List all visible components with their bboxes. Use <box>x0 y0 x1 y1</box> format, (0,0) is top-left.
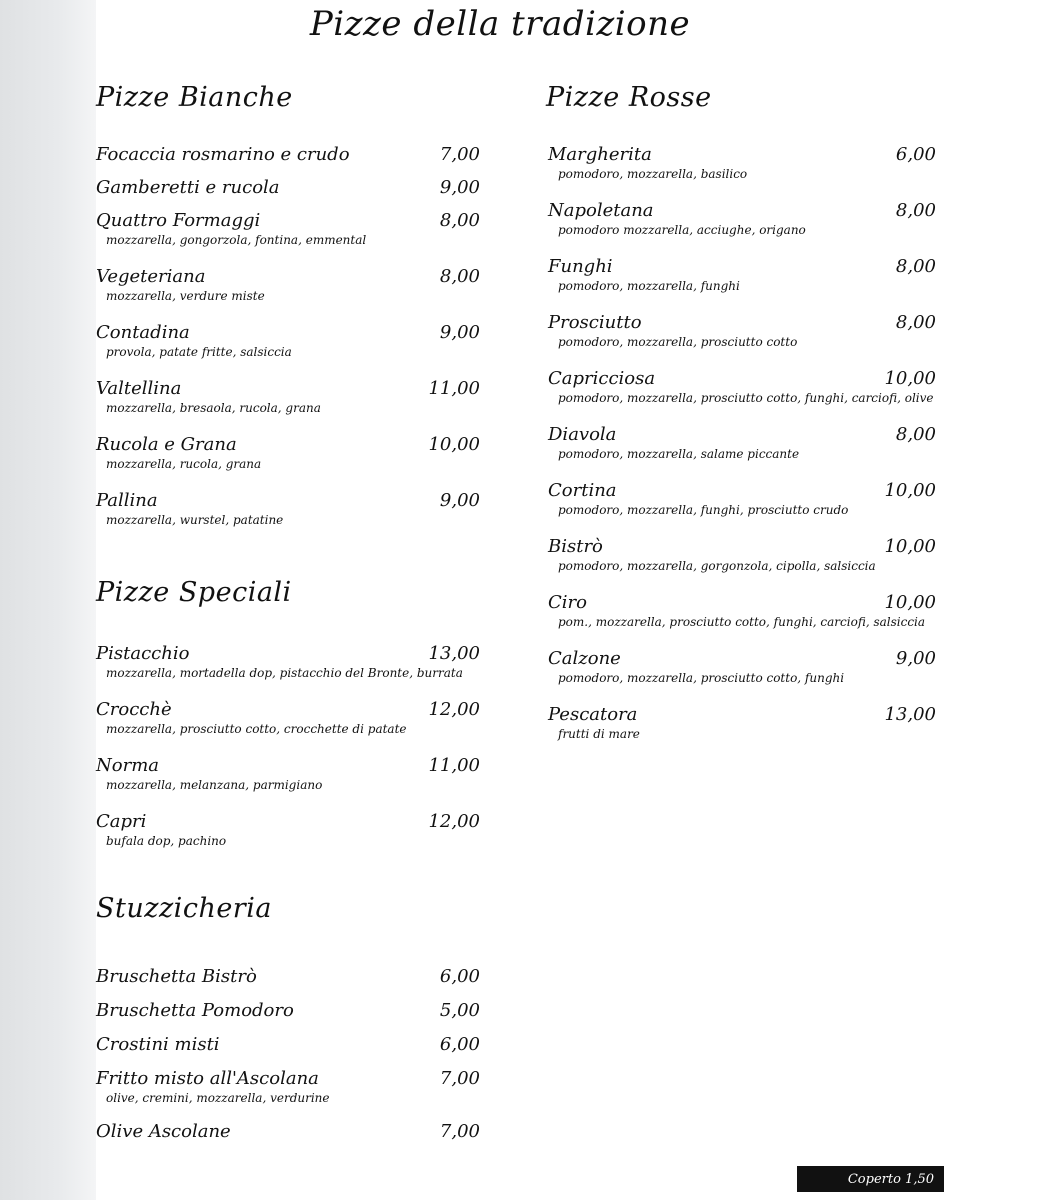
menu-item-description: mozzarella, rucola, grana <box>106 457 262 471</box>
menu-list-rosse <box>548 144 936 760</box>
menu-item <box>96 1121 480 1155</box>
section-heading-rosse: Pizze Rosse <box>546 82 712 113</box>
menu-item-description: mozzarella, gongorzola, fontina, emmental <box>106 233 367 247</box>
menu-item <box>96 322 480 378</box>
menu-item <box>96 643 480 699</box>
menu-list-bianche <box>96 144 480 546</box>
menu-item-name: Funghi <box>548 256 613 277</box>
page-title: Pizze della tradizione <box>309 4 691 44</box>
menu-item-name: Ciro <box>548 592 587 613</box>
menu-item-price: 9,00 <box>895 648 936 669</box>
menu-item-price: 12,00 <box>428 699 480 720</box>
menu-item <box>96 966 480 1000</box>
menu-list-speciali <box>96 643 480 867</box>
menu-item-name: Margherita <box>548 144 652 165</box>
menu-item-price: 6,00 <box>439 1034 480 1055</box>
menu-item-description: pomodoro, mozzarella, funghi, prosciutto crudo <box>558 503 849 517</box>
menu-item-price: 8,00 <box>895 200 936 221</box>
menu-item-description: pomodoro mozzarella, acciughe, origano <box>558 223 806 237</box>
menu-item-name: Vegeteriana <box>96 266 206 287</box>
menu-item <box>548 592 936 648</box>
menu-item-price: 8,00 <box>895 256 936 277</box>
menu-item-description: pomodoro, mozzarella, funghi <box>558 279 740 293</box>
menu-item-name: Contadina <box>96 322 190 343</box>
menu-item-price: 7,00 <box>439 1068 480 1089</box>
menu-item-name: Focaccia rosmarino e crudo <box>96 144 350 165</box>
menu-item-name: Gamberetti e rucola <box>96 177 280 198</box>
menu-item-description: pomodoro, mozzarella, gorgonzola, cipolla, salsiccia <box>558 559 876 573</box>
menu-item-name: Valtellina <box>96 378 182 399</box>
menu-item-description: mozzarella, verdure miste <box>106 289 265 303</box>
menu-item <box>548 256 936 312</box>
menu-item-price: 8,00 <box>439 210 480 231</box>
menu-list-stuzzicheria <box>96 966 480 1155</box>
menu-item-name: Norma <box>96 755 159 776</box>
menu-item <box>548 424 936 480</box>
menu-item-name: Pallina <box>96 490 158 511</box>
menu-item-name: Pistacchio <box>96 643 190 664</box>
menu-item-price: 9,00 <box>439 490 480 511</box>
menu-item-name: Bruschetta Pomodoro <box>96 1000 294 1021</box>
menu-item-name: Crostini misti <box>96 1034 220 1055</box>
cover-charge-badge: Coperto 1,50 <box>797 1166 944 1192</box>
menu-item-price: 10,00 <box>884 480 936 501</box>
menu-item <box>548 480 936 536</box>
menu-item-price: 10,00 <box>884 536 936 557</box>
page-gutter <box>0 0 96 1200</box>
section-heading-speciali: Pizze Speciali <box>96 577 292 608</box>
menu-item <box>96 699 480 755</box>
menu-item <box>96 378 480 434</box>
menu-item-price: 13,00 <box>884 704 936 725</box>
menu-item-name: Rucola e Grana <box>96 434 237 455</box>
menu-item-name: Bruschetta Bistrò <box>96 966 257 987</box>
menu-item-name: Napoletana <box>548 200 654 221</box>
menu-item-description: pomodoro, mozzarella, prosciutto cotto <box>558 335 798 349</box>
menu-item-name: Diavola <box>548 424 617 445</box>
menu-item-name: Fritto misto all'Ascolana <box>96 1068 319 1089</box>
menu-item <box>548 648 936 704</box>
menu-item <box>96 434 480 490</box>
menu-item-name: Cortina <box>548 480 617 501</box>
menu-item-price: 5,00 <box>439 1000 480 1021</box>
menu-item-name: Crocchè <box>96 699 172 720</box>
menu-item-description: pomodoro, mozzarella, prosciutto cotto, funghi, carciofi, olive <box>558 391 934 405</box>
menu-item-price: 8,00 <box>895 424 936 445</box>
menu-item <box>96 1068 480 1121</box>
menu-item-price: 13,00 <box>428 643 480 664</box>
menu-item <box>96 490 480 546</box>
menu-item-price: 6,00 <box>439 966 480 987</box>
menu-item-description: pom., mozzarella, prosciutto cotto, funghi, carciofi, salsiccia <box>558 615 926 629</box>
menu-item-price: 6,00 <box>895 144 936 165</box>
menu-item <box>548 312 936 368</box>
menu-item-description: mozzarella, bresaola, rucola, grana <box>106 401 321 415</box>
menu-item-price: 7,00 <box>439 144 480 165</box>
menu-item-name: Capri <box>96 811 147 832</box>
menu-item <box>96 755 480 811</box>
menu-item-price: 10,00 <box>884 592 936 613</box>
section-heading-stuzzicheria: Stuzzicheria <box>96 893 272 924</box>
menu-item-name: Capricciosa <box>548 368 656 389</box>
menu-item-name: Prosciutto <box>548 312 642 333</box>
menu-item <box>96 1000 480 1034</box>
menu-item <box>548 200 936 256</box>
menu-item <box>96 177 480 210</box>
menu-item-name: Calzone <box>548 648 621 669</box>
menu-item-name: Olive Ascolane <box>96 1121 231 1142</box>
menu-item <box>96 144 480 177</box>
menu-item-price: 11,00 <box>428 755 480 776</box>
menu-item-price: 12,00 <box>428 811 480 832</box>
menu-item-name: Pescatora <box>548 704 638 725</box>
menu-item <box>548 368 936 424</box>
menu-item-name: Quattro Formaggi <box>96 210 261 231</box>
menu-item-description: provola, patate fritte, salsiccia <box>106 345 292 359</box>
menu-item-price: 8,00 <box>439 266 480 287</box>
menu-item <box>96 1034 480 1068</box>
menu-item-price: 8,00 <box>895 312 936 333</box>
menu-item <box>548 536 936 592</box>
menu-item-description: olive, cremini, mozzarella, verdurine <box>106 1091 330 1105</box>
menu-item <box>96 210 480 266</box>
menu-item-description: pomodoro, mozzarella, salame piccante <box>558 447 800 461</box>
menu-item-description: mozzarella, prosciutto cotto, crocchette di patate <box>106 722 407 736</box>
menu-item-price: 10,00 <box>884 368 936 389</box>
menu-item-name: Bistrò <box>548 536 603 557</box>
menu-item <box>548 144 936 200</box>
menu-item-description: frutti di mare <box>558 727 640 741</box>
menu-item-price: 11,00 <box>428 378 480 399</box>
menu-item-description: mozzarella, mortadella dop, pistacchio del Bronte, burrata <box>106 666 463 680</box>
menu-item <box>96 811 480 867</box>
menu-item-price: 9,00 <box>439 177 480 198</box>
menu-item <box>548 704 936 760</box>
menu-item-description: bufala dop, pachino <box>106 834 227 848</box>
menu-item-price: 10,00 <box>428 434 480 455</box>
menu-item-price: 9,00 <box>439 322 480 343</box>
section-heading-bianche: Pizze Bianche <box>96 82 293 113</box>
menu-item-description: mozzarella, melanzana, parmigiano <box>106 778 323 792</box>
menu-item-description: pomodoro, mozzarella, basilico <box>558 167 748 181</box>
menu-item-description: mozzarella, wurstel, patatine <box>106 513 284 527</box>
menu-item-description: pomodoro, mozzarella, prosciutto cotto, funghi <box>558 671 845 685</box>
menu-item <box>96 266 480 322</box>
menu-item-price: 7,00 <box>439 1121 480 1142</box>
